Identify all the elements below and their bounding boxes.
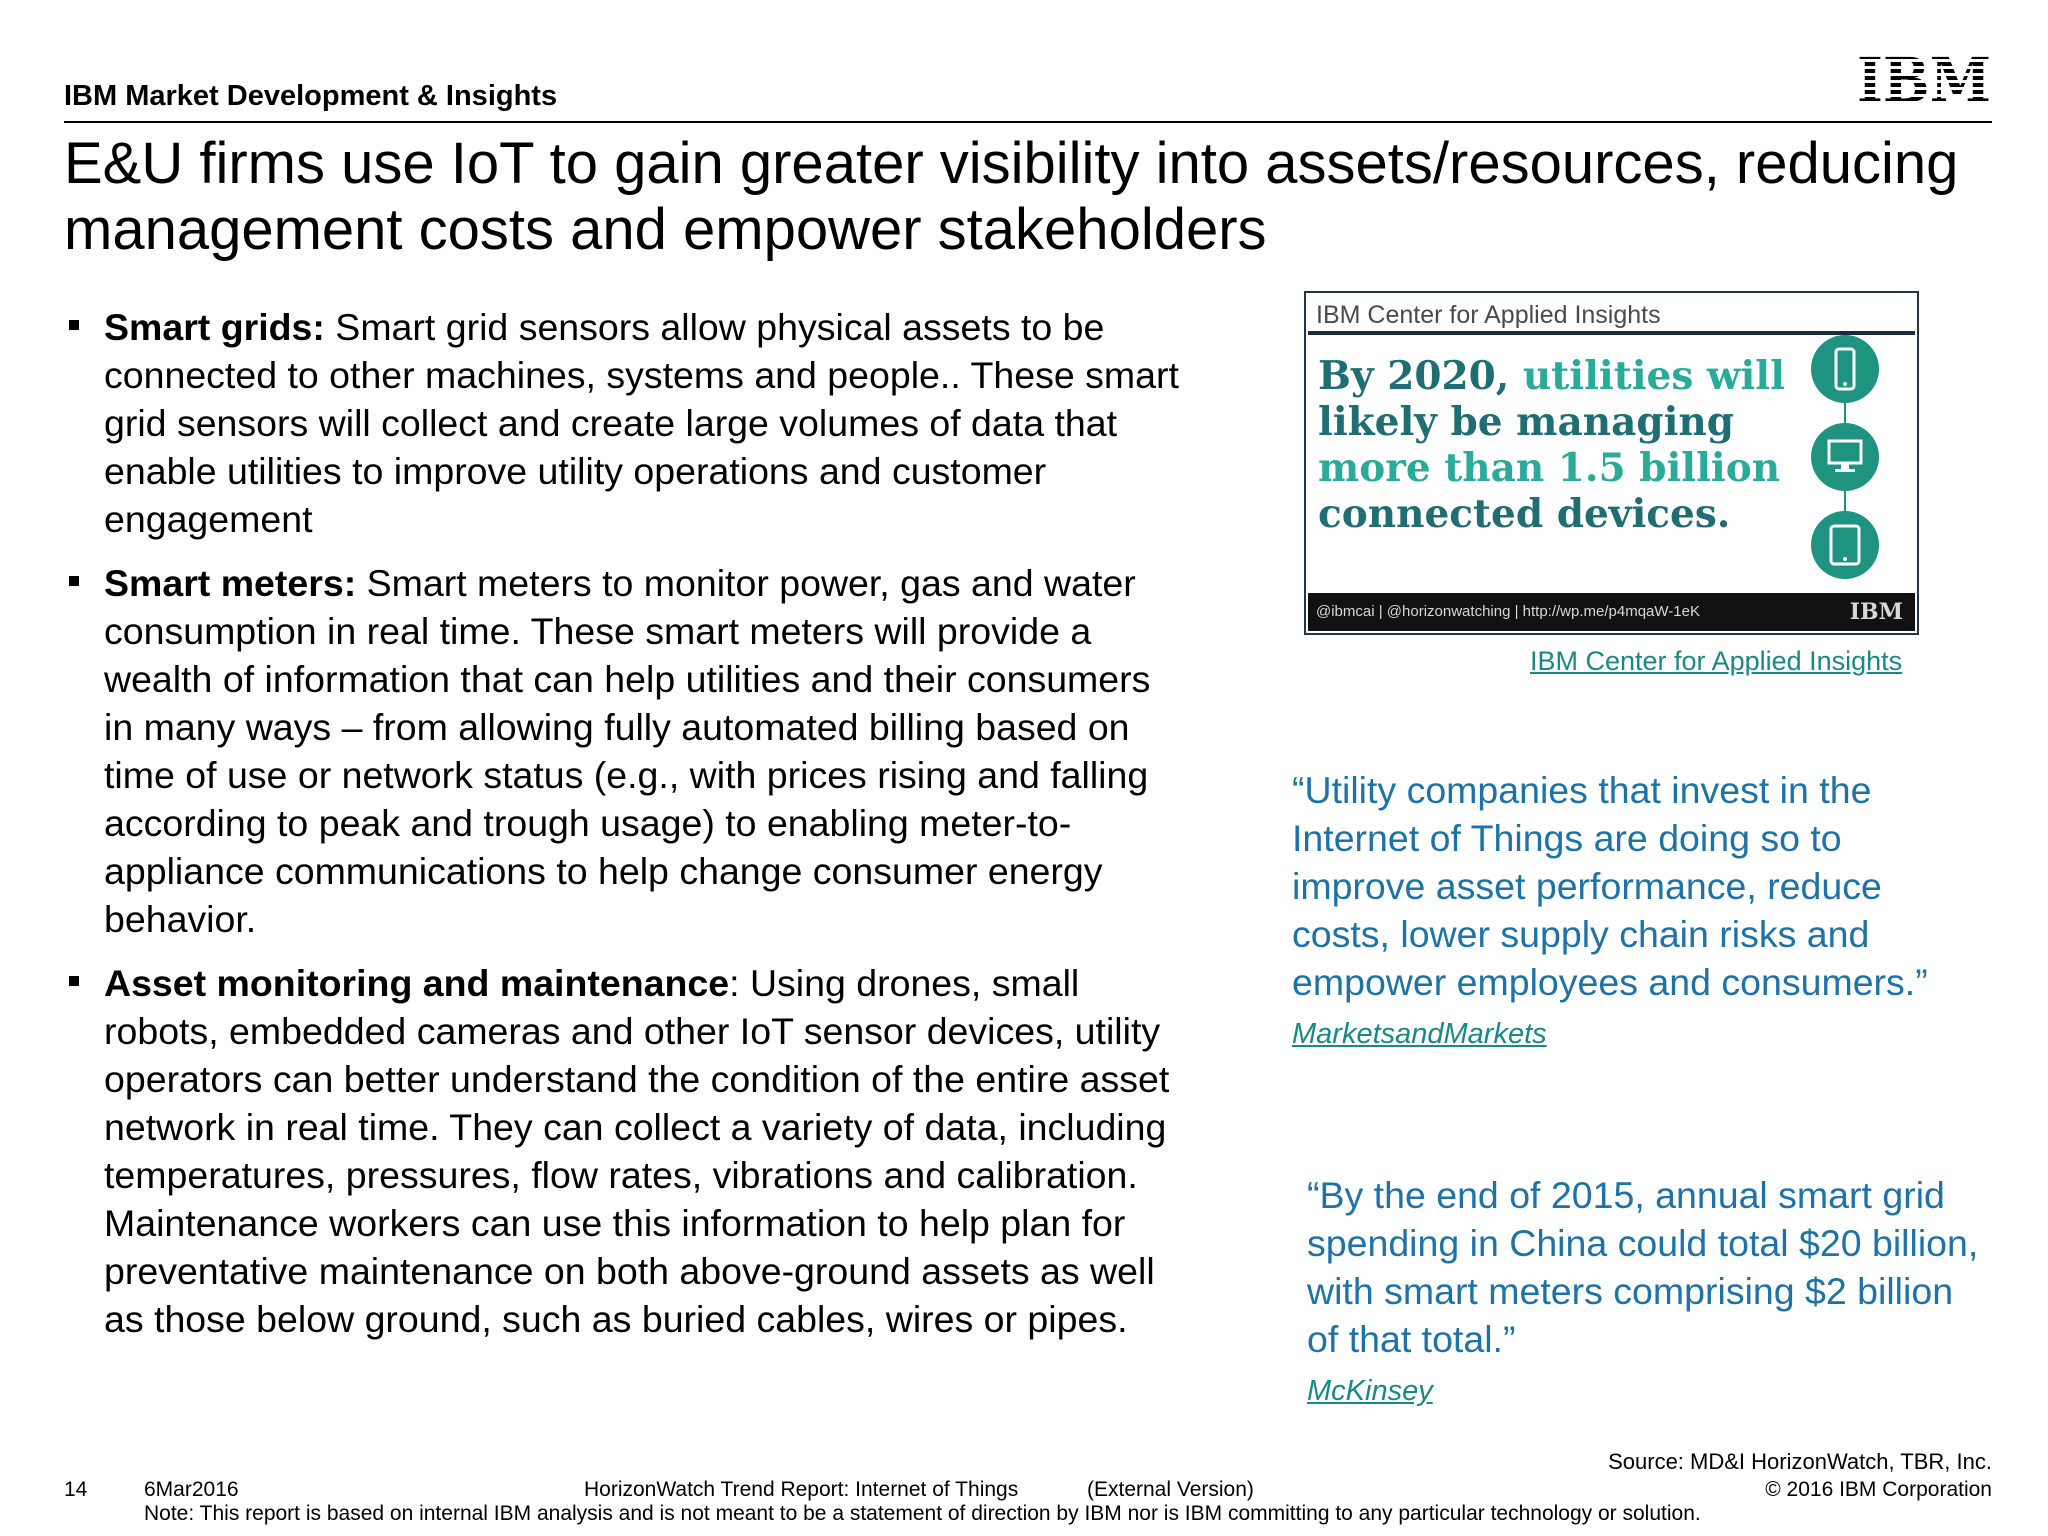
bullet-heading: Asset monitoring and maintenance [104, 962, 730, 1004]
bullet-text: : Using drones, small robots, embedded cameras and other IoT sensor devices, utility operators can better understand the condition of the entire asset network in real time. They can collect a variety of data, including temperatures, pressures, flow rates, vibrations and calibration. Maintenance workers can use this information to help plan for preventative maintenance on both above-ground assets as well as those below ground, such as buried cables, wires or pipes. [104, 962, 1170, 1340]
footer-copyright: © 2016 IBM Corporation [1765, 1478, 1992, 1501]
square-bullet-icon [69, 976, 79, 986]
infographic-headline [1318, 353, 1788, 537]
slide-title: E&U firms use IoT to gain greater visibility into assets/resources, reducing management costs and empower stakeholders [64, 131, 1959, 262]
org-label: IBM Market Development & Insights [64, 80, 558, 112]
infographic-footer-logo: IBM [1849, 599, 1903, 625]
quote-source-link[interactable]: MarketsandMarkets [1292, 1018, 1547, 1050]
headline-part: likely be managing [1318, 399, 1735, 445]
bullet-heading: Smart meters: [104, 562, 357, 604]
footer-report-title: HorizonWatch Trend Report: Internet of Things [584, 1478, 1019, 1501]
monitor-icon [1811, 423, 1879, 491]
page-number: 14 [64, 1478, 88, 1501]
bullet-asset-monitoring [64, 959, 1184, 1343]
ibm-logo [1855, 48, 1993, 106]
header-divider [64, 121, 1992, 123]
footer-date: 6Mar2016 [144, 1478, 239, 1501]
quote-text: “By the end of 2015, annual smart grid spending in China could total $20 billion, with smart meters comprising $2 billion of that total.” [1307, 1174, 1979, 1360]
bullet-list [64, 303, 1184, 1359]
source-line: Source: MD&I HorizonWatch, TBR, Inc. [1608, 1449, 1992, 1474]
tablet-icon [1811, 511, 1879, 579]
bullet-text: Smart meters to monitor power, gas and water consumption in real time. These smart meters will provide a wealth of information that can help utilities and their consumers in many ways – from allowing fully automated billing based on time of use or network status (e.g., with prices rising and falling according to peak and trough usage) to enabling meter-to-appliance communications to help change consumer energy behavior. [104, 562, 1151, 940]
bullet-smart-grids [64, 303, 1184, 543]
footer-note: Note: This report is based on internal IBM analysis and is not meant to be a statement of direction by IBM nor is IBM committing to any particular technology or solution. [144, 1502, 1701, 1525]
quote-markets [1292, 766, 1982, 1058]
headline-part: By 2020, [1318, 353, 1523, 399]
card-caption-link[interactable]: IBM Center for Applied Insights [1530, 646, 1903, 676]
footer-version: (External Version) [1087, 1478, 1254, 1501]
square-bullet-icon [69, 320, 79, 330]
headline-part: utilities will [1522, 353, 1785, 399]
infographic-header: IBM Center for Applied Insights [1308, 295, 1915, 335]
headline-part: more than 1.5 billion [1318, 445, 1781, 491]
smartphone-icon [1811, 335, 1879, 403]
quote-text: “Utility companies that invest in the Internet of Things are doing so to improve asset performance, reduce costs, lower supply chain risks and empower employees and consumers.” [1292, 769, 1928, 1003]
bullet-smart-meters [64, 559, 1184, 943]
bullet-heading: Smart grids: [104, 306, 325, 348]
quote-source-link[interactable]: McKinsey [1307, 1375, 1433, 1407]
infographic-footer [1308, 593, 1915, 631]
quote-mckinsey [1307, 1171, 1987, 1415]
square-bullet-icon [69, 576, 79, 586]
headline-part: connected devices. [1318, 491, 1731, 537]
infographic-footer-text: @ibmcai | @horizonwatching | http://wp.me/p4mqaW-1eK [1316, 603, 1700, 620]
bullet-text: Smart grid sensors allow physical assets to be connected to other machines, systems and people.. These smart grid sensors will collect and create large volumes of data that enable utilities to improve utility operations and customer engagement [104, 306, 1179, 540]
infographic-card[interactable] [1304, 291, 1919, 635]
